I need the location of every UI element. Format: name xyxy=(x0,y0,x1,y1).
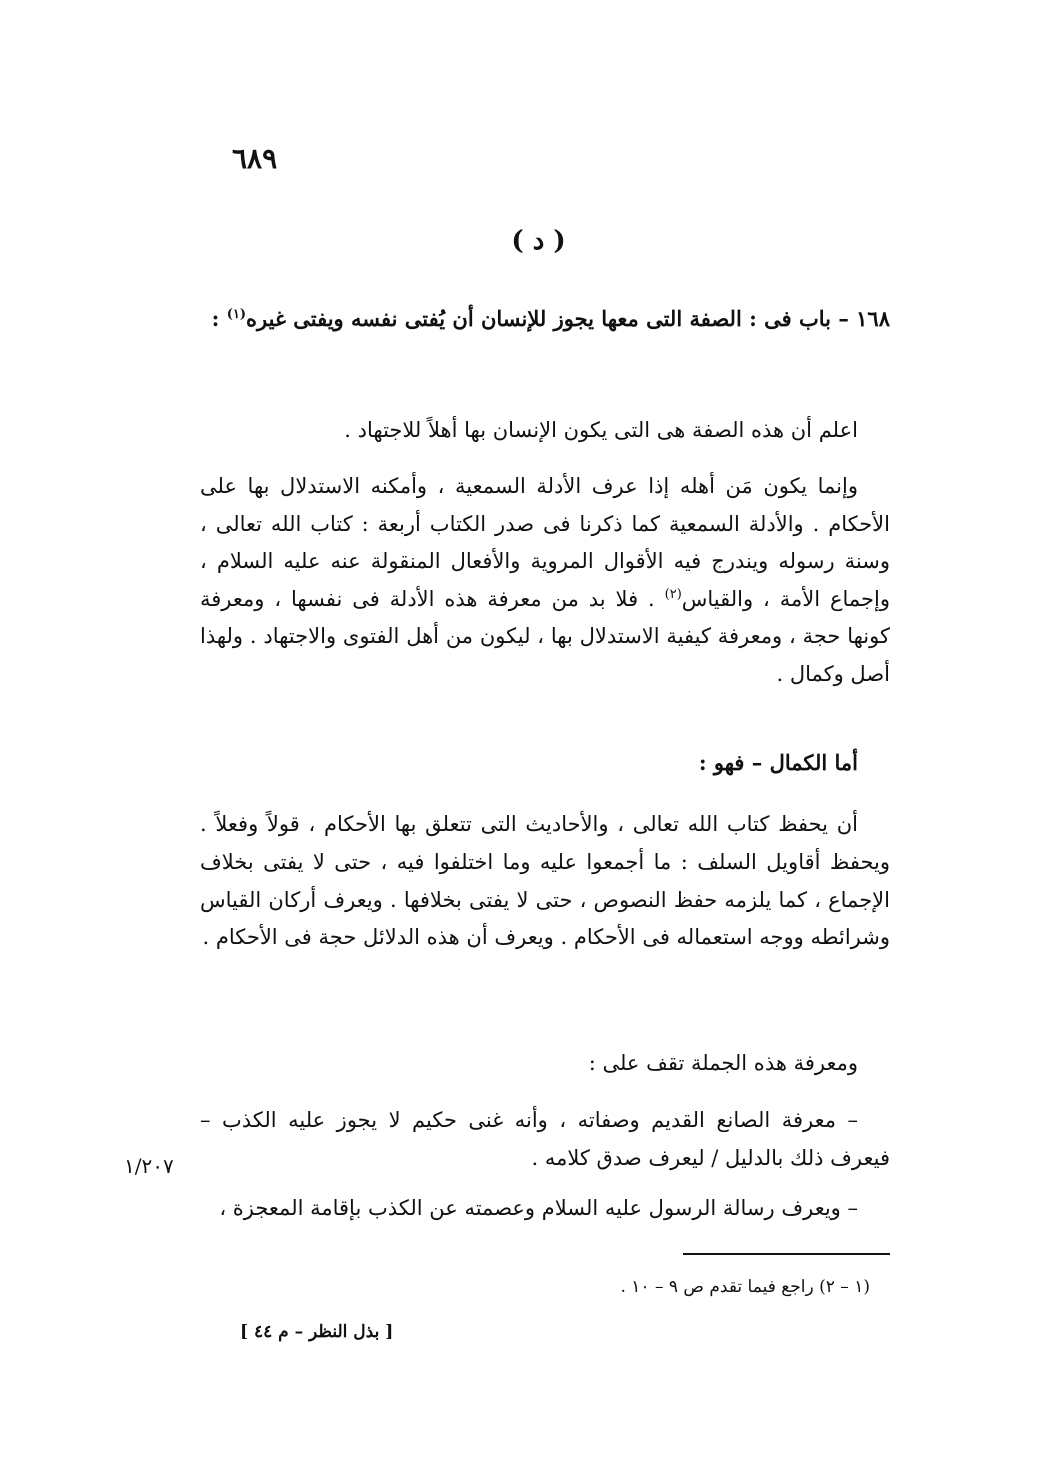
chapter-heading xyxy=(200,300,890,338)
footnote-divider xyxy=(683,1253,890,1255)
section-letter: ( د ) xyxy=(511,226,566,256)
paragraph-evidence xyxy=(200,468,890,693)
paragraph-memorization xyxy=(200,806,890,957)
paragraph-text xyxy=(200,468,890,693)
page-number: ٦٨٩ xyxy=(232,142,278,175)
paragraph-text: اعلم أن هذه الصفة هى التى يكون الإنسان بها أهلاً للاجتهاد . xyxy=(344,418,858,442)
paragraph-text-part1: وإنما يكون مَن أهله إذا عرف الأدلة السمعية ، وأمكنه الاستدلال بها على الأحكام . والأدلة السمعية كما ذكرنا فى صدر الكتاب أربعة : كتاب الله تعالى ، وسنة رسوله ويندرج فيه الأقوال المروية والأفعال المنقولة عنه عليه السلام ، وإجماع الأمة ، والقياس xyxy=(200,474,891,611)
chapter-heading-end: : xyxy=(211,306,227,331)
subheading-perfection xyxy=(200,744,890,781)
paragraph-intro xyxy=(200,412,890,449)
footnote-ref-1: (١) xyxy=(226,307,247,322)
margin-reference: ١/٢٠٧ xyxy=(124,1154,174,1178)
footnote-ref-2: (٢) xyxy=(664,586,682,602)
list-item: – ويعرف رسالة الرسول عليه السلام وعصمته عن الكذب بإقامة المعجزة ، xyxy=(219,1196,858,1220)
signature-mark: [ بذل النظر – م ٤٤ ] xyxy=(240,1322,394,1342)
chapter-heading-text: ١٦٨ – باب فى : الصفة التى معها يجوز للإنسان أن يُفتى نفسه ويفتى غيره xyxy=(246,306,890,331)
paragraph-knowledge xyxy=(200,1045,890,1082)
list-items xyxy=(200,1101,890,1227)
paragraph-text: أن يحفظ كتاب الله تعالى ، والأحاديث التى تتعلق بها الأحكام ، قولاً وفعلاً . ويحفظ أقاويل السلف : ما أجمعوا عليه وما اختلفوا فيه ، حتى لا يفتى بخلاف الإجماع ، كما يلزمه حفظ النصوص ، حتى لا يفتى بخلافها . ويعرف أركان القياس وشرائطه ووجه استعماله فى الأحكام . ويعرف أن هذه الدلائل حجة فى الأحكام . xyxy=(200,812,890,950)
subheading-text: أما الكمال – فهو : xyxy=(698,750,858,775)
paragraph-text: ومعرفة هذه الجملة تقف على : xyxy=(588,1051,858,1075)
footnote: (١ – ٢) راجع فيما تقدم ص ٩ – ١٠ . xyxy=(620,1277,870,1297)
paragraph-text-part2: . فلا بد من معرفة هذه الأدلة فى نفسها ، ومعرفة كونها حجة ، ومعرفة كيفية الاستدلال بها ، ليكون من أهل الفتوى والاجتهاد . ولهذا أصل وكمال . xyxy=(200,586,890,686)
list-item: – معرفة الصانع القديم وصفاته ، وأنه غنى حكيم لا يجوز عليه الكذب – فيعرف ذلك بالدليل / ليعرف صدق كلامه . xyxy=(200,1108,890,1170)
